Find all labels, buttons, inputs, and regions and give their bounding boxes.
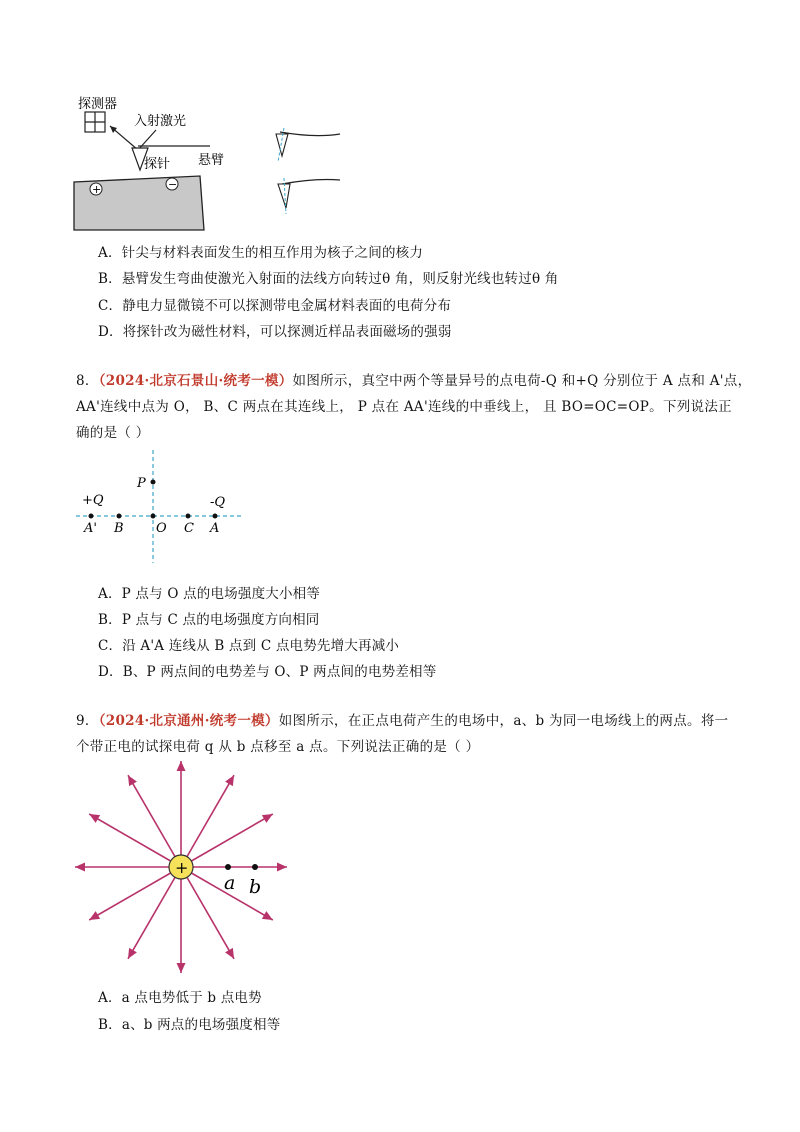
field-line bbox=[128, 775, 175, 856]
point-b-dot bbox=[252, 864, 258, 870]
q8-charge-diagram bbox=[70, 445, 250, 570]
field-line bbox=[187, 775, 234, 856]
probe-label: 探针 bbox=[144, 157, 171, 172]
field-line bbox=[89, 814, 170, 861]
cantilever-label: 悬臂 bbox=[198, 153, 225, 168]
q8-stem-text: 如图所示，真空中两个等量异号的点电荷-Q 和+Q 分别位于 A 点和 A'点， bbox=[292, 373, 752, 389]
q8-stem-line3: 确的是（ ） bbox=[76, 425, 150, 441]
label-pos-charge: +Q bbox=[82, 493, 104, 508]
laser-label: 入射激光 bbox=[134, 114, 187, 129]
detector-label: 探测器 bbox=[78, 97, 118, 112]
q8-stem-line2: AA'连线中点为 O， B、C 两点在其连线上， P 点在 AA'连线的中垂线上， 且 BO=OC=OP。下列说法正 bbox=[76, 399, 732, 415]
q9-number: 9． bbox=[76, 713, 99, 729]
q8-source: （2024·北京石景山·统考一模） bbox=[98, 373, 293, 389]
label-c: C bbox=[184, 521, 194, 536]
field-arrowhead bbox=[177, 963, 186, 973]
point-c bbox=[186, 514, 191, 519]
incident-laser bbox=[138, 130, 156, 150]
q9-stem-text: 如图所示，在正点电荷产生的电场中，a、b 为同一电场线上的两点。将一 bbox=[278, 713, 729, 729]
field-line bbox=[89, 873, 170, 920]
label-a-prime: A' bbox=[84, 521, 97, 536]
positive-charge-sign: + bbox=[175, 858, 189, 877]
q8-option-b: B．P 点与 C 点的电场强度方向相同 bbox=[98, 612, 320, 628]
point-a-dot bbox=[225, 864, 231, 870]
q8-number: 8． bbox=[76, 373, 99, 389]
q9-field-diagram bbox=[70, 760, 295, 975]
q8-option-a: A．P 点与 O 点的电场强度大小相等 bbox=[98, 586, 321, 602]
q9-source: （2024·北京通州·统考一模） bbox=[98, 713, 279, 729]
label-b: B bbox=[114, 521, 124, 536]
field-arrowhead bbox=[75, 863, 85, 872]
label-p: P bbox=[137, 476, 146, 491]
field-arrowhead bbox=[277, 863, 287, 872]
q8-option-c: C．沿 A'A 连线从 B 点到 C 点电势先增大再减小 bbox=[98, 638, 400, 654]
q7-option-d: D．将探针改为磁性材料，可以探测近样品表面磁场的强弱 bbox=[98, 324, 452, 340]
field-line bbox=[191, 814, 272, 861]
point-a-prime bbox=[89, 514, 94, 519]
q9-option-b: B．a、b 两点的电场强度相等 bbox=[98, 1017, 281, 1033]
point-p bbox=[151, 480, 156, 485]
q7-option-b: B．悬臂发生弯曲使激光入射面的法线方向转过θ 角，则反射光线也转过θ 角 bbox=[98, 271, 559, 287]
label-point-a: a bbox=[224, 872, 236, 894]
point-b bbox=[117, 514, 122, 519]
label-neg-charge: -Q bbox=[210, 495, 226, 510]
q9-stem-line2: 个带正电的试探电荷 q 从 b 点移至 a 点。下列说法正确的是（ ） bbox=[76, 739, 480, 755]
field-arrowhead bbox=[177, 761, 186, 771]
q9-stem-line1 bbox=[76, 709, 728, 729]
point-a bbox=[213, 514, 218, 519]
q8-stem-line1 bbox=[76, 369, 751, 389]
cantilever-bend-diagram-2 bbox=[278, 178, 340, 214]
minus-sign: − bbox=[168, 178, 178, 191]
plus-sign: + bbox=[92, 183, 102, 196]
q9-option-a: A．a 点电势低于 b 点电势 bbox=[98, 990, 262, 1006]
q8-option-d: D．B、P 两点间的电势差与 O、P 两点间的电势差相等 bbox=[98, 664, 437, 680]
q7-option-a: A．针尖与材料表面发生的相互作用为核子之间的核力 bbox=[98, 245, 424, 261]
afm-diagram bbox=[70, 92, 360, 262]
label-point-b: b bbox=[249, 876, 262, 898]
label-a: A bbox=[210, 521, 220, 536]
field-line bbox=[128, 877, 175, 958]
cantilever-bend-diagram-1 bbox=[276, 128, 340, 162]
label-o: O bbox=[156, 521, 167, 536]
q7-option-c: C．静电力显微镜不可以探测带电金属材料表面的电荷分布 bbox=[98, 298, 452, 314]
point-o bbox=[151, 514, 156, 519]
